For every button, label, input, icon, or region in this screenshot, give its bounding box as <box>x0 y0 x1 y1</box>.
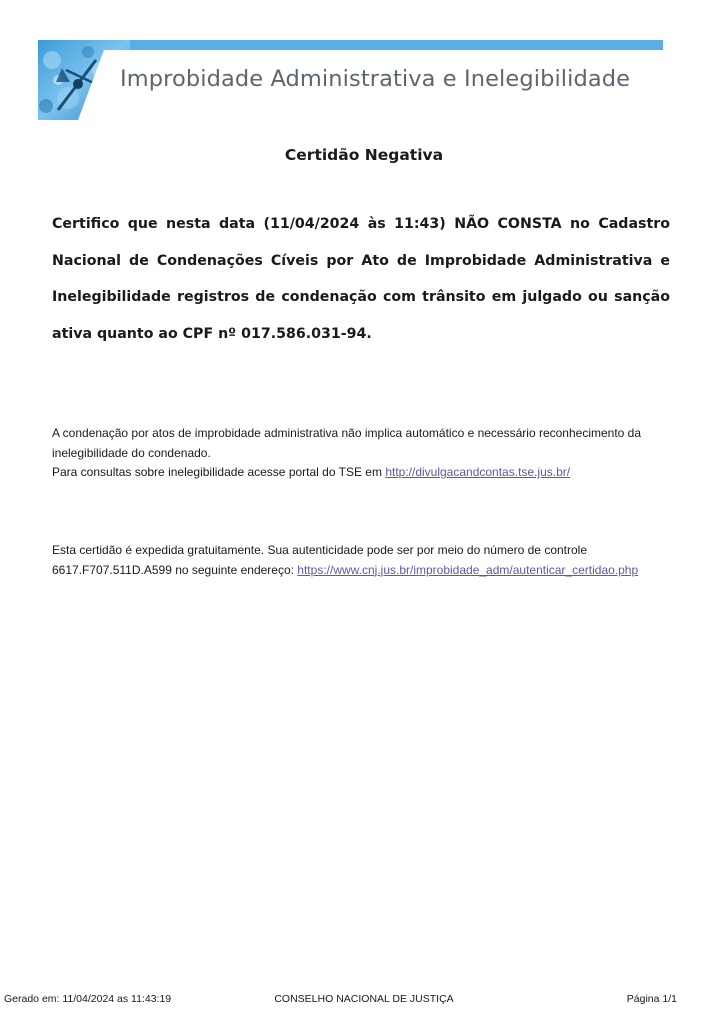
validation-note <box>52 541 692 580</box>
header-title: Improbidade Administrativa e Inelegibilidade <box>120 66 631 92</box>
certification-statement: Certifico que nesta data (11/04/2024 às 11:43) NÃO CONSTA no Cadastro Nacional de Condenações Cíveis por Ato de Improbidade Administrativa e Inelegibilidade registros de condenação com trânsito em julgado ou sanção ativa quanto ao CPF nº 017.586.031-94. <box>52 216 670 342</box>
notes-section <box>52 424 692 483</box>
validation-section <box>52 541 692 580</box>
header-accent-bar <box>38 40 663 50</box>
generated-timestamp: Gerado em: 11/04/2024 as 11:43:19 <box>4 993 172 1005</box>
authenticity-link[interactable]: https://www.cnj.jus.br/improbidade_adm/autenticar_certidao.php <box>297 562 639 577</box>
certificate-title: Certidão Negativa <box>284 146 444 164</box>
validation-text: Esta certidão é expedida gratuitamente. Sua autenticidade pode ser por meio do número de controle 6617.F707.511D.A599 no seguinte endereço: <box>52 543 588 577</box>
tse-note <box>52 463 692 483</box>
tse-portal-link[interactable]: http://divulgacandcontas.tse.jus.br/ <box>385 465 571 479</box>
page-number: Página 1/1 <box>626 993 677 1005</box>
tse-note-text: Para consultas sobre inelegibilidade acesse portal do TSE em <box>52 465 386 479</box>
scales-of-justice-logo-icon <box>38 40 130 120</box>
improbity-note: A condenação por atos de improbidade administrativa não implica automático e necessário reconhecimento da inelegibilidade do condenado. <box>52 426 642 460</box>
document-header <box>38 40 663 120</box>
page-footer <box>0 993 728 1009</box>
footer-organization: CONSELHO NACIONAL DE JUSTIÇA <box>274 993 454 1005</box>
